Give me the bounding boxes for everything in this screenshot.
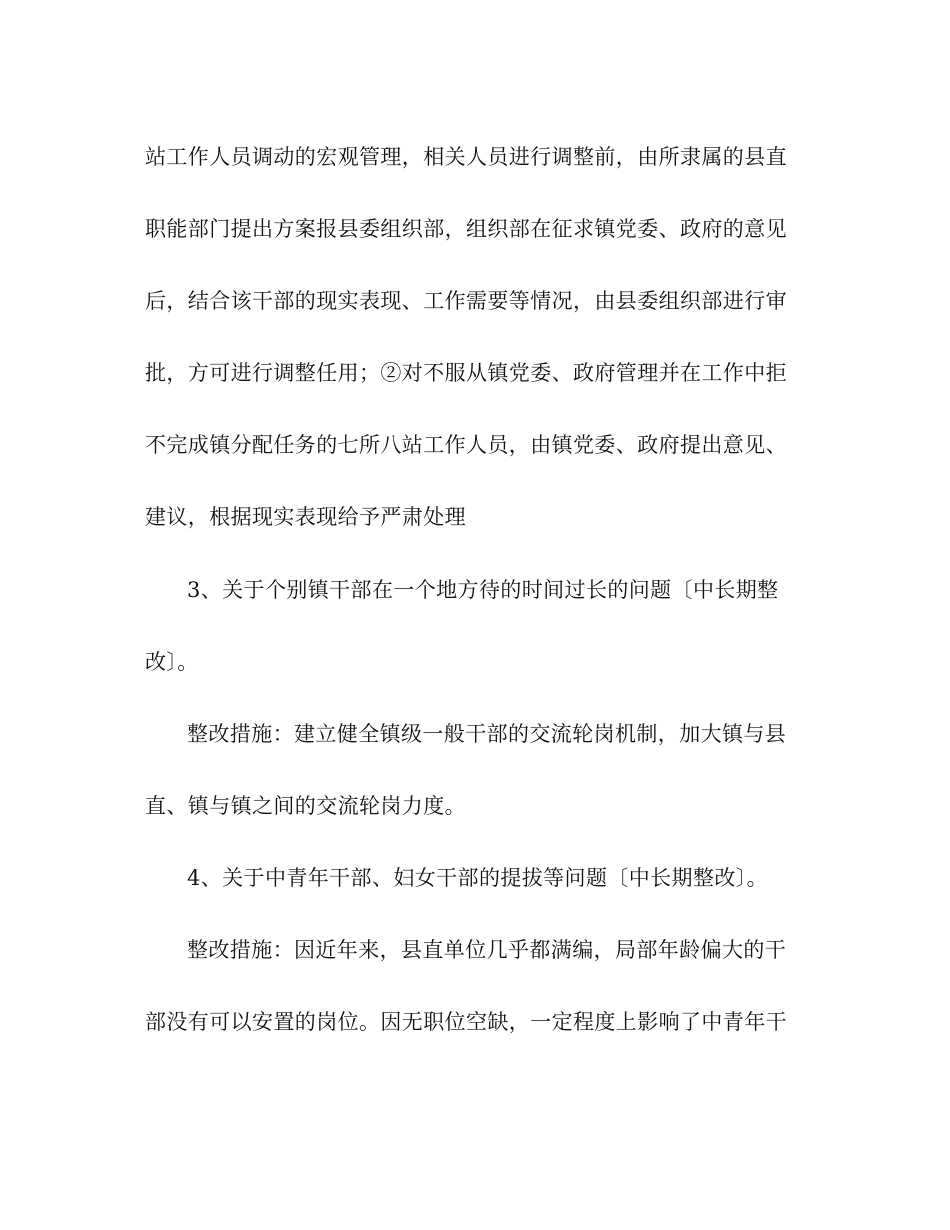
section-3-heading-line-2: 改〕。 [145, 650, 199, 674]
section-3-measures-line-1: 整改措施：建立健全镇级一般干部的交流轮岗机制，加大镇与县 [187, 722, 787, 746]
section-4-measures-line-1: 整改措施：因近年来，县直单位几乎都满编，局部年龄偏大的干 [187, 938, 787, 962]
text-line-5: 不完成镇分配任务的七所八站工作人员，由镇党委、政府提出意见、 [145, 433, 787, 457]
text-line-2: 职能部门提出方案报县委组织部，组织部在征求镇党委、政府的意见 [145, 217, 787, 241]
text-line-3: 后，结合该干部的现实表现、工作需要等情况，由县委组织部进行审 [145, 289, 787, 313]
section-4-measures-line-2: 部没有可以安置的岗位。因无职位空缺，一定程度上影响了中青年干 [145, 1010, 787, 1034]
section-4-heading: 4、关于中青年干部、妇女干部的提拔等问题〔中长期整改〕。 [187, 866, 769, 890]
section-3-measures-line-2: 直、镇与镇之间的交流轮岗力度。 [145, 794, 466, 818]
section-3-heading-line-1: 3、关于个别镇干部在一个地方待的时间过长的问题〔中长期整 [187, 578, 779, 602]
text-line-4: 批，方可进行调整任用；②对不服从镇党委、政府管理并在工作中拒 [145, 361, 787, 385]
text-line-6: 建议，根据现实表现给予严肃处理 [145, 505, 466, 529]
text-line-1: 站工作人员调动的宏观管理，相关人员进行调整前，由所隶属的县直 [145, 145, 787, 169]
